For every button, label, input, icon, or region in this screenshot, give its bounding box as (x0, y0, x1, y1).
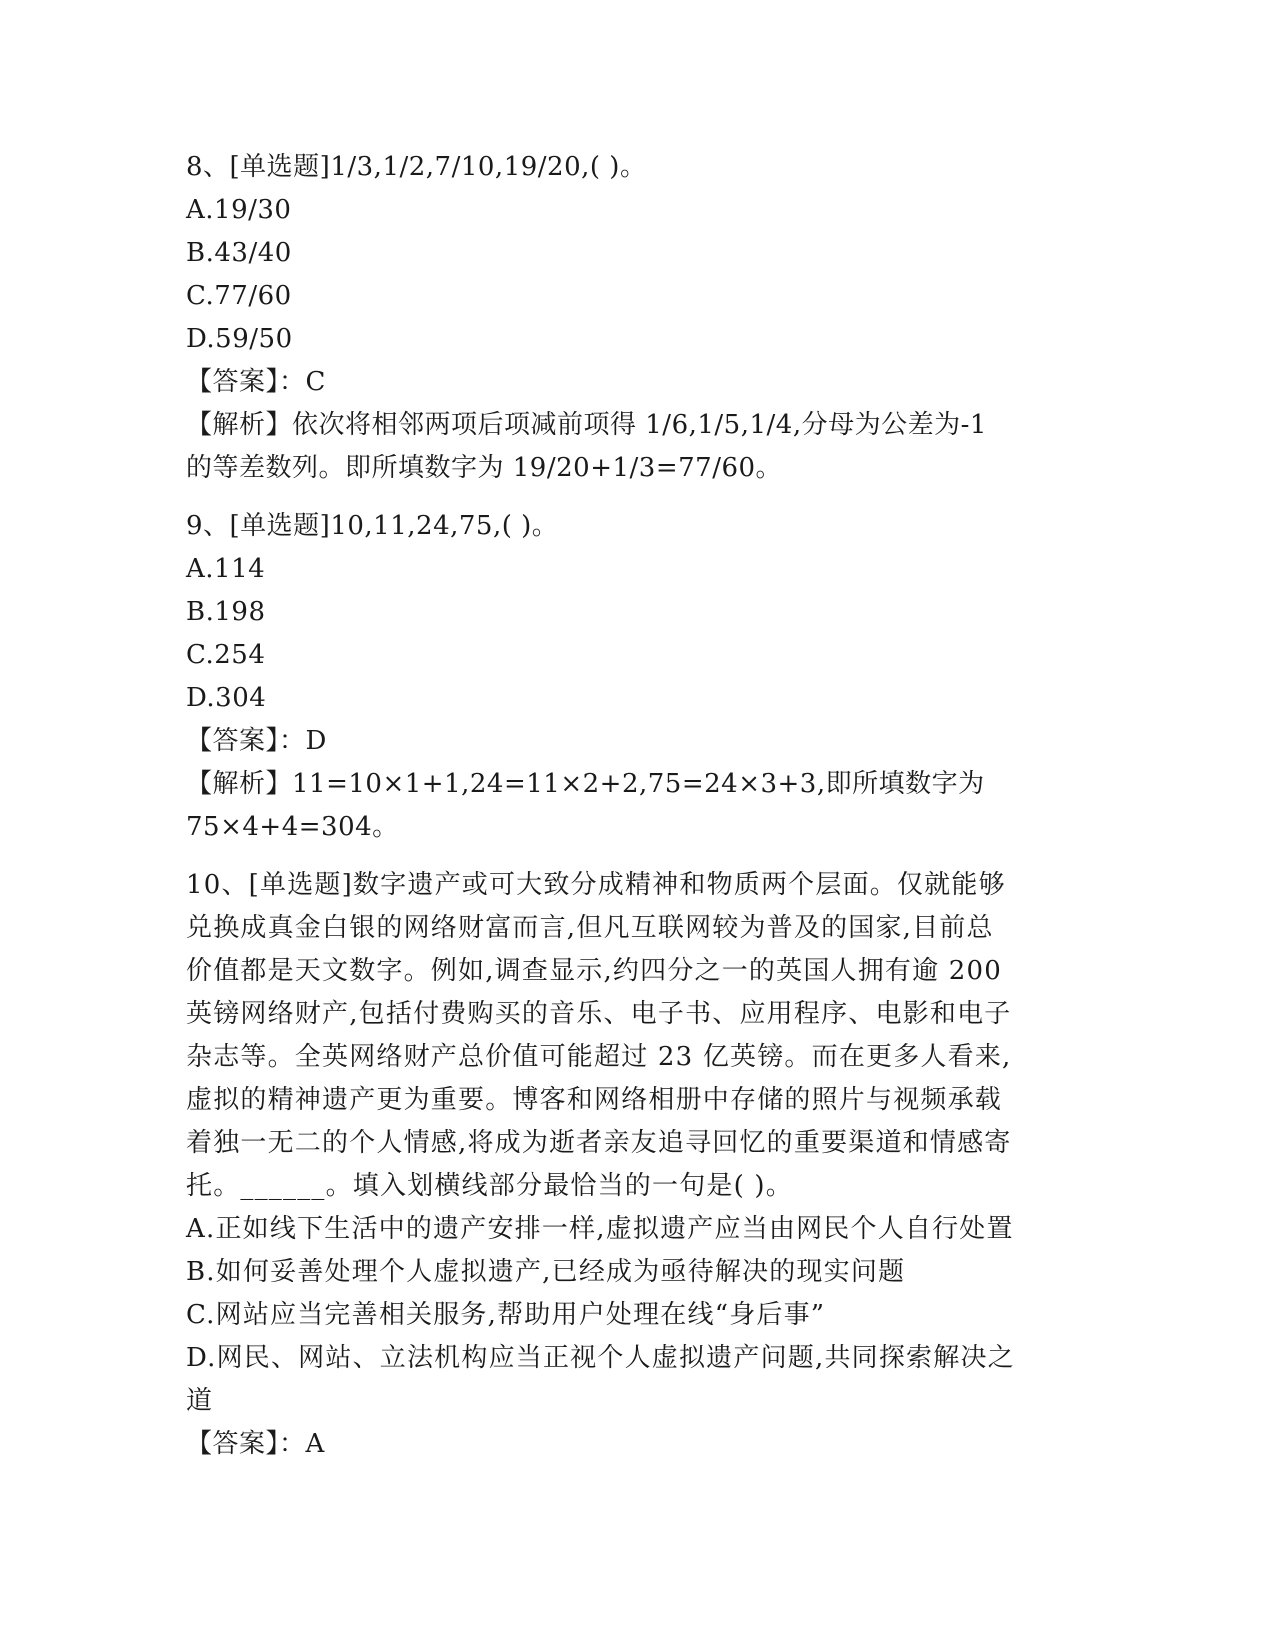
option-d-continued: 道 (186, 1386, 214, 1416)
question-stem: 9、[单选题]10,11,24,75,( )。 (186, 511, 559, 541)
option-b: B.198 (186, 597, 266, 627)
option-a: A.正如线下生活中的遗产安排一样,虚拟遗产应当由网民个人自行处置 (186, 1214, 1014, 1244)
question-stem-line-1: 10、[单选题]数字遗产或可大致分成精神和物质两个层面。仅就能够 (186, 870, 1006, 900)
question-stem-line-2: 兑换成真金白银的网络财富而言,但凡互联网较为普及的国家,目前总 (186, 913, 994, 943)
option-d: D.304 (186, 683, 267, 713)
answer: 【答案】：D (186, 726, 327, 756)
option-c: C.网站应当完善相关服务,帮助用户处理在线“身后事” (186, 1300, 826, 1330)
option-d: D.网民、网站、立法机构应当正视个人虚拟遗产问题,共同探索解决之 (186, 1343, 1015, 1373)
question-stem-line-4: 英镑网络财产,包括付费购买的音乐、电子书、应用程序、电影和电子 (186, 999, 1012, 1029)
question-list (186, 146, 1086, 1466)
option-c: C.254 (186, 640, 266, 670)
option-b: B.如何妥善处理个人虚拟遗产,已经成为亟待解决的现实问题 (186, 1257, 906, 1287)
question-stem-line-8: 托。______。填入划横线部分最恰当的一句是( )。 (186, 1171, 793, 1201)
answer: 【答案】：A (186, 1429, 325, 1459)
question-stem: 8、[单选题]1/3,1/2,7/10,19/20,( )。 (186, 152, 647, 182)
analysis-line-2: 的等差数列。即所填数字为 19/20+1/3=77/60。 (186, 453, 783, 483)
option-a: A.19/30 (186, 195, 292, 225)
analysis-line-1: 【解析】11=10×1+1,24=11×2+2,75=24×3+3,即所填数字为 (186, 769, 985, 799)
analysis-line-1: 【解析】依次将相邻两项后项减前项得 1/6,1/5,1/4,分母为公差为-1 (186, 410, 987, 440)
question-9 (186, 505, 1086, 849)
question-8 (186, 146, 1086, 490)
answer: 【答案】：C (186, 367, 326, 397)
option-d: D.59/50 (186, 324, 293, 354)
question-stem-line-3: 价值都是天文数字。例如,调查显示,约四分之一的英国人拥有逾 200 (186, 956, 1003, 986)
question-10 (186, 864, 1086, 1466)
option-a: A.114 (186, 554, 266, 584)
question-stem-line-6: 虚拟的精神遗产更为重要。博客和网络相册中存储的照片与视频承载 (186, 1085, 1003, 1115)
analysis-line-2: 75×4+4=304。 (186, 812, 399, 842)
question-stem-line-5: 杂志等。全英网络财产总价值可能超过 23 亿英镑。而在更多人看来, (186, 1042, 1012, 1072)
question-stem-line-7: 着独一无二的个人情感,将成为逝者亲友追寻回忆的重要渠道和情感寄 (186, 1128, 1012, 1158)
option-b: B.43/40 (186, 238, 292, 268)
option-c: C.77/60 (186, 281, 292, 311)
